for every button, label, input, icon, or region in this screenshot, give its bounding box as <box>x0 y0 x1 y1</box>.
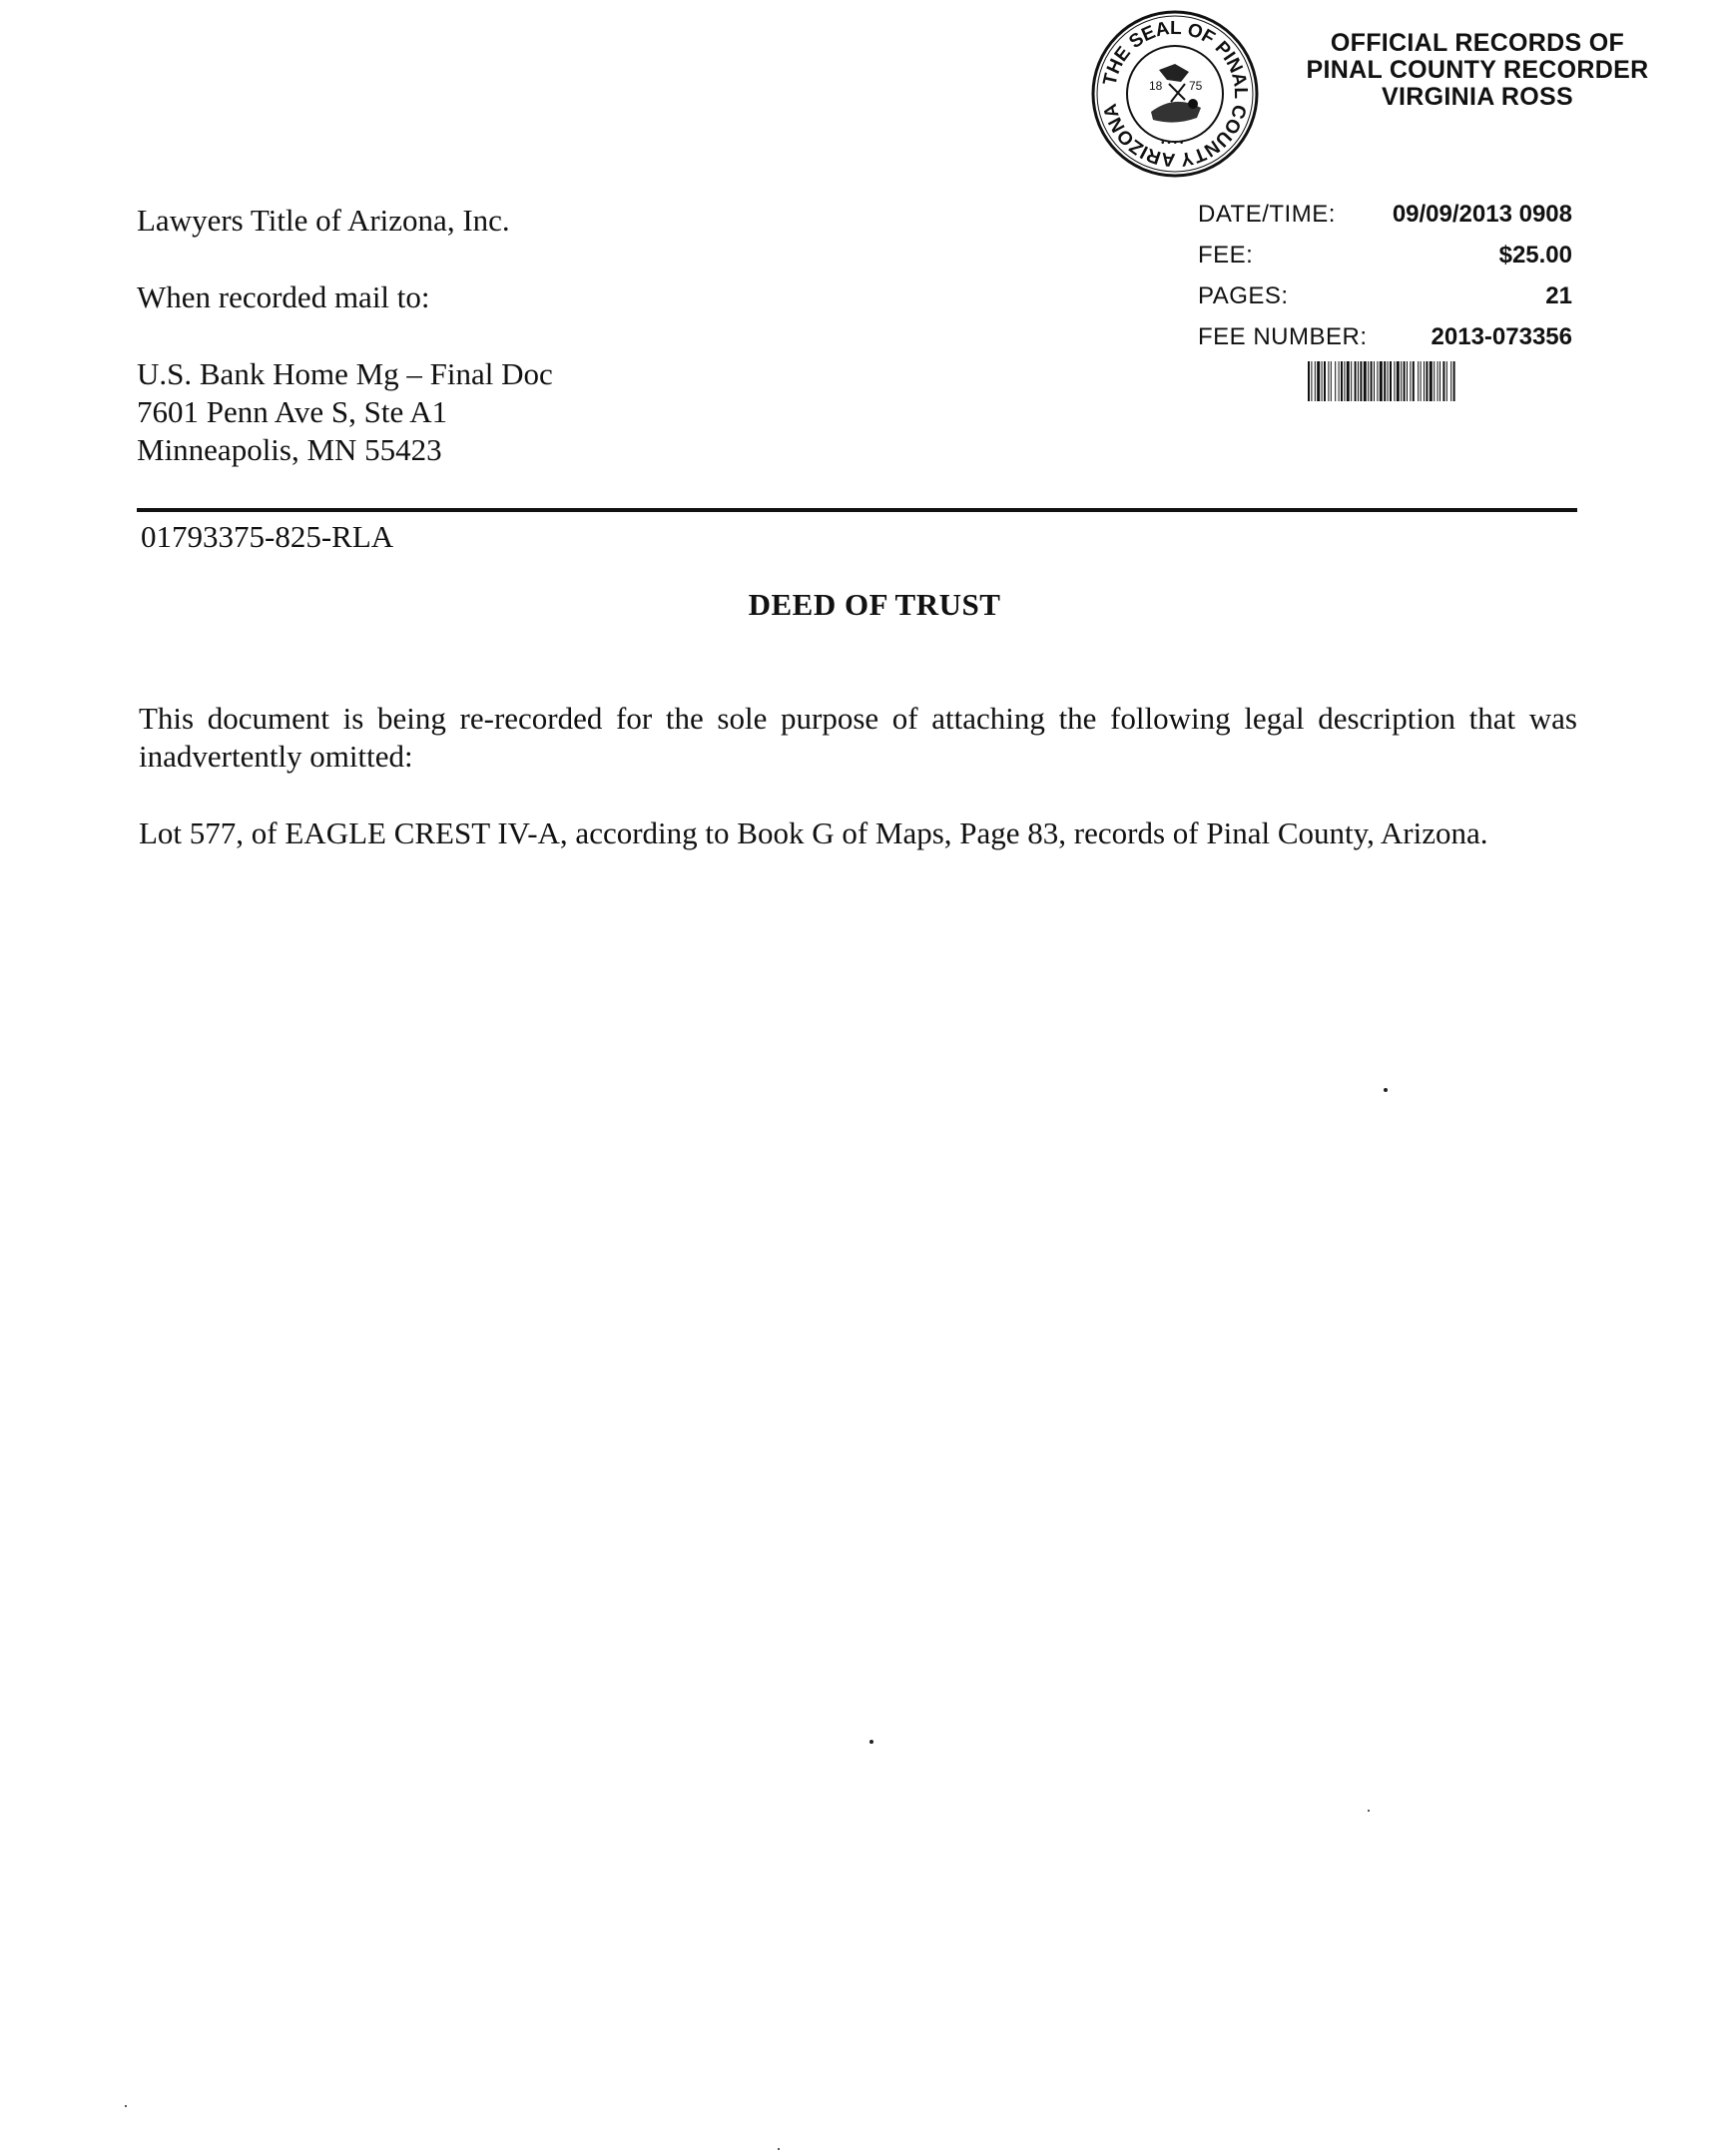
preparer-name: Lawyers Title of Arizona, Inc. <box>137 203 510 238</box>
barcode-bar <box>1371 361 1373 401</box>
datetime-value: 09/09/2013 0908 <box>1392 201 1572 228</box>
barcode-bar <box>1328 361 1329 401</box>
county-seal <box>1089 8 1261 180</box>
barcode-bar <box>1335 361 1336 401</box>
barcode-bar <box>1410 361 1411 401</box>
barcode-bar <box>1322 361 1323 401</box>
barcode-bar <box>1351 361 1352 401</box>
barcode-bar <box>1388 361 1389 401</box>
scan-speck <box>778 2148 780 2150</box>
fee-value: $25.00 <box>1498 242 1572 269</box>
document-title <box>0 587 1725 623</box>
barcode-bar <box>1374 361 1375 401</box>
pages-row <box>1198 275 1572 316</box>
recorder-name: VIRGINIA ROSS <box>1382 83 1573 111</box>
mail-to-label: When recorded mail to: <box>137 279 430 314</box>
fee-number-row <box>1198 316 1572 357</box>
address-line-3: Minneapolis, MN 55423 <box>137 432 442 467</box>
scan-speck <box>1384 1088 1388 1092</box>
barcode-bar <box>1315 361 1316 401</box>
barcode-bar <box>1355 361 1357 401</box>
barcode-bar <box>1434 361 1435 401</box>
barcode-bar <box>1413 361 1415 401</box>
barcode-bar <box>1308 361 1310 401</box>
datetime-row <box>1198 194 1572 235</box>
address-line-2: 7601 Penn Ave S, Ste A1 <box>137 394 448 429</box>
barcode-bar <box>1397 361 1400 401</box>
barcode-bar <box>1339 361 1340 401</box>
barcode-bar <box>1418 361 1419 401</box>
order-number: 01793375-825-RLA <box>141 519 394 554</box>
svg-text:18: 18 <box>1149 79 1163 93</box>
scan-speck <box>1368 1810 1370 1812</box>
barcode-bar <box>1317 361 1320 401</box>
barcode-bar <box>1424 361 1425 401</box>
address-line-1: U.S. Bank Home Mg – Final Doc <box>137 356 553 391</box>
fee-number-value: 2013-073356 <box>1431 323 1572 350</box>
barcode-bar <box>1407 361 1408 401</box>
svg-text:• • • •: • • • • <box>1161 138 1184 149</box>
document-title-text: DEED OF TRUST <box>748 587 1001 622</box>
scan-speck <box>125 2105 127 2107</box>
fee-number-label: FEE NUMBER: <box>1198 323 1368 350</box>
svg-text:75: 75 <box>1189 79 1203 93</box>
barcode-bar <box>1311 361 1312 401</box>
barcode-bar <box>1324 361 1326 401</box>
recorder-header <box>1268 30 1687 111</box>
barcode-bar <box>1347 361 1350 401</box>
scan-speck <box>869 1740 873 1744</box>
barcode-bar <box>1404 361 1406 401</box>
barcode-bar <box>1341 361 1343 401</box>
body-paragraph-2: Lot 577, of EAGLE CREST IV-A, according to Book G of Maps, Page 83, records of Pinal County, Arizona. <box>139 815 1488 850</box>
recording-info <box>1198 194 1572 357</box>
recorder-line-2: PINAL COUNTY RECORDER <box>1306 56 1649 84</box>
barcode-bar <box>1360 361 1362 401</box>
barcode-bar <box>1358 361 1359 401</box>
fee-label: FEE: <box>1198 242 1254 269</box>
pages-label: PAGES: <box>1198 282 1289 309</box>
body-paragraph-1: This document is being re-recorded for the sole purpose of attaching the following legal description that was inadvertently omitted: <box>139 701 1577 774</box>
datetime-label: DATE/TIME: <box>1198 201 1336 228</box>
pages-value: 21 <box>1545 282 1572 309</box>
mailing-address <box>137 355 553 469</box>
barcode-bar <box>1453 361 1455 401</box>
fee-row <box>1198 235 1572 275</box>
barcode-bar <box>1426 361 1428 401</box>
barcode-bar <box>1446 361 1447 401</box>
barcode-bar <box>1368 361 1369 401</box>
horizontal-rule <box>137 508 1577 512</box>
barcode-bar <box>1377 361 1378 401</box>
barcode-bar <box>1439 361 1440 401</box>
barcode-bar <box>1442 361 1444 401</box>
barcode-bar <box>1380 361 1383 401</box>
barcode-bar <box>1394 361 1395 401</box>
barcode-bar <box>1364 361 1367 401</box>
barcode-bar <box>1430 361 1433 401</box>
barcode-bar <box>1390 361 1392 401</box>
barcode-bar <box>1401 361 1402 401</box>
barcode-bar <box>1421 361 1422 401</box>
barcode-bar <box>1331 361 1332 401</box>
barcode <box>1308 361 1577 401</box>
recorder-line-1: OFFICIAL RECORDS OF <box>1330 29 1625 57</box>
barcode-bar <box>1344 361 1345 401</box>
barcode-bar <box>1384 361 1386 401</box>
barcode-bar <box>1450 361 1451 401</box>
svg-text:THE SEAL OF PINAL COUNTY ARIZO: THE SEAL OF PINAL COUNTY ARIZONA <box>1099 17 1252 171</box>
